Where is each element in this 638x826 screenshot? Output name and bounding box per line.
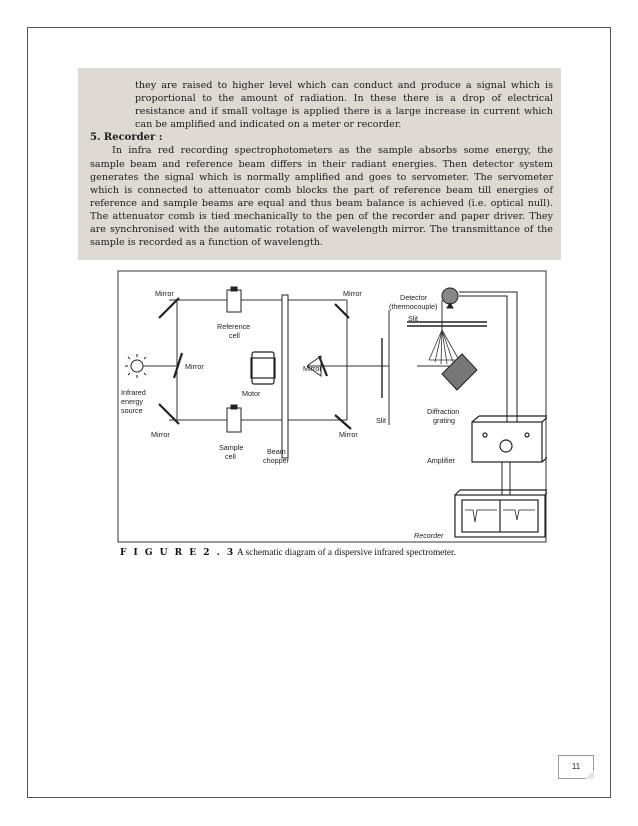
sample-cell-icon [227, 405, 241, 432]
source-label-1: Infrared [121, 388, 146, 397]
grating-label-1: Diffraction [427, 407, 460, 416]
amplifier-icon [472, 416, 547, 462]
beam-chopper-icon [282, 295, 288, 458]
slit-top-label: Slit [408, 314, 418, 323]
source-label-2: energy [121, 397, 143, 406]
spectrometer-diagram [117, 270, 547, 543]
figure-caption [120, 548, 456, 558]
motor-icon [251, 352, 275, 384]
diffraction-grating-icon [442, 354, 477, 390]
detector-paragraph-end: they are raised to higher level which can conduct and produce a signal which is proportional to the amount of radiation. In these there is a drop of electrical resistance and if small voltage is applied there is a large increase in current which can be amplified and indicated on a meter or recorder. [135, 80, 553, 131]
sample-cell-label: Sample [219, 443, 244, 452]
mirror-bottom-right-label: Mirror [339, 430, 358, 439]
motor-label: Motor [242, 389, 261, 398]
reference-cell-label: Reference [217, 322, 251, 331]
amplifier-label: Amplifier [427, 456, 455, 465]
dispersion-fan [429, 330, 459, 364]
mirror-top-left-label: Mirror [155, 289, 174, 298]
sample-cell-label-2: cell [225, 452, 236, 461]
recorder-icon [455, 490, 547, 537]
recorder-paragraph: In infra red recording spectrophotometers as the sample absorbs some energy, the sample beam and reference beam differs in their radiant energies. Then detector system generates the signal which is normally amplified and goes to servometer. The servometer which is connected to attenuator comb blocks the part of reference beam till energies of reference and sample beams are equal and thus beam balance is achieved (i.e. optical null). The attenuator comb is tied mechanically to the pen of the recorder and paper driver. They are synchronised with the automatic rotation of wavelength mirror. The transmittance of the sample is recorded as a function of wavelength. [90, 145, 553, 249]
page-number: 11 [571, 762, 581, 771]
mirror-bottom-left-label: Mirror [151, 430, 170, 439]
detector-sub-label: (thermocouple) [389, 302, 438, 311]
source-label-3: source [121, 406, 143, 415]
recorder-heading: 5. Recorder : [90, 132, 163, 144]
figure-caption-label: F I G U R E 2 . 3 [120, 548, 236, 558]
reference-cell-icon [227, 287, 241, 312]
mirror-left-mid-label: Mirror [185, 362, 204, 371]
detector-icon [442, 288, 458, 308]
recorder-label: Recorder [414, 531, 444, 540]
grating-label-2: grating [433, 416, 455, 425]
reference-cell-label-2: cell [229, 331, 240, 340]
mirror-center-label: Mirror [303, 364, 322, 373]
slit-mid-label: Slit [376, 416, 386, 425]
mirror-top-right-label: Mirror [343, 289, 362, 298]
page-number-tab [558, 755, 594, 779]
chopper-label-1: Beam [267, 447, 286, 456]
chopper-label-2: chopper [263, 456, 289, 465]
scanned-text-block [90, 79, 553, 249]
detector-label: Detector [400, 293, 428, 302]
diagram-svg [117, 270, 547, 543]
figure-caption-text: A schematic diagram of a dispersive infrared spectrometer. [235, 548, 456, 558]
